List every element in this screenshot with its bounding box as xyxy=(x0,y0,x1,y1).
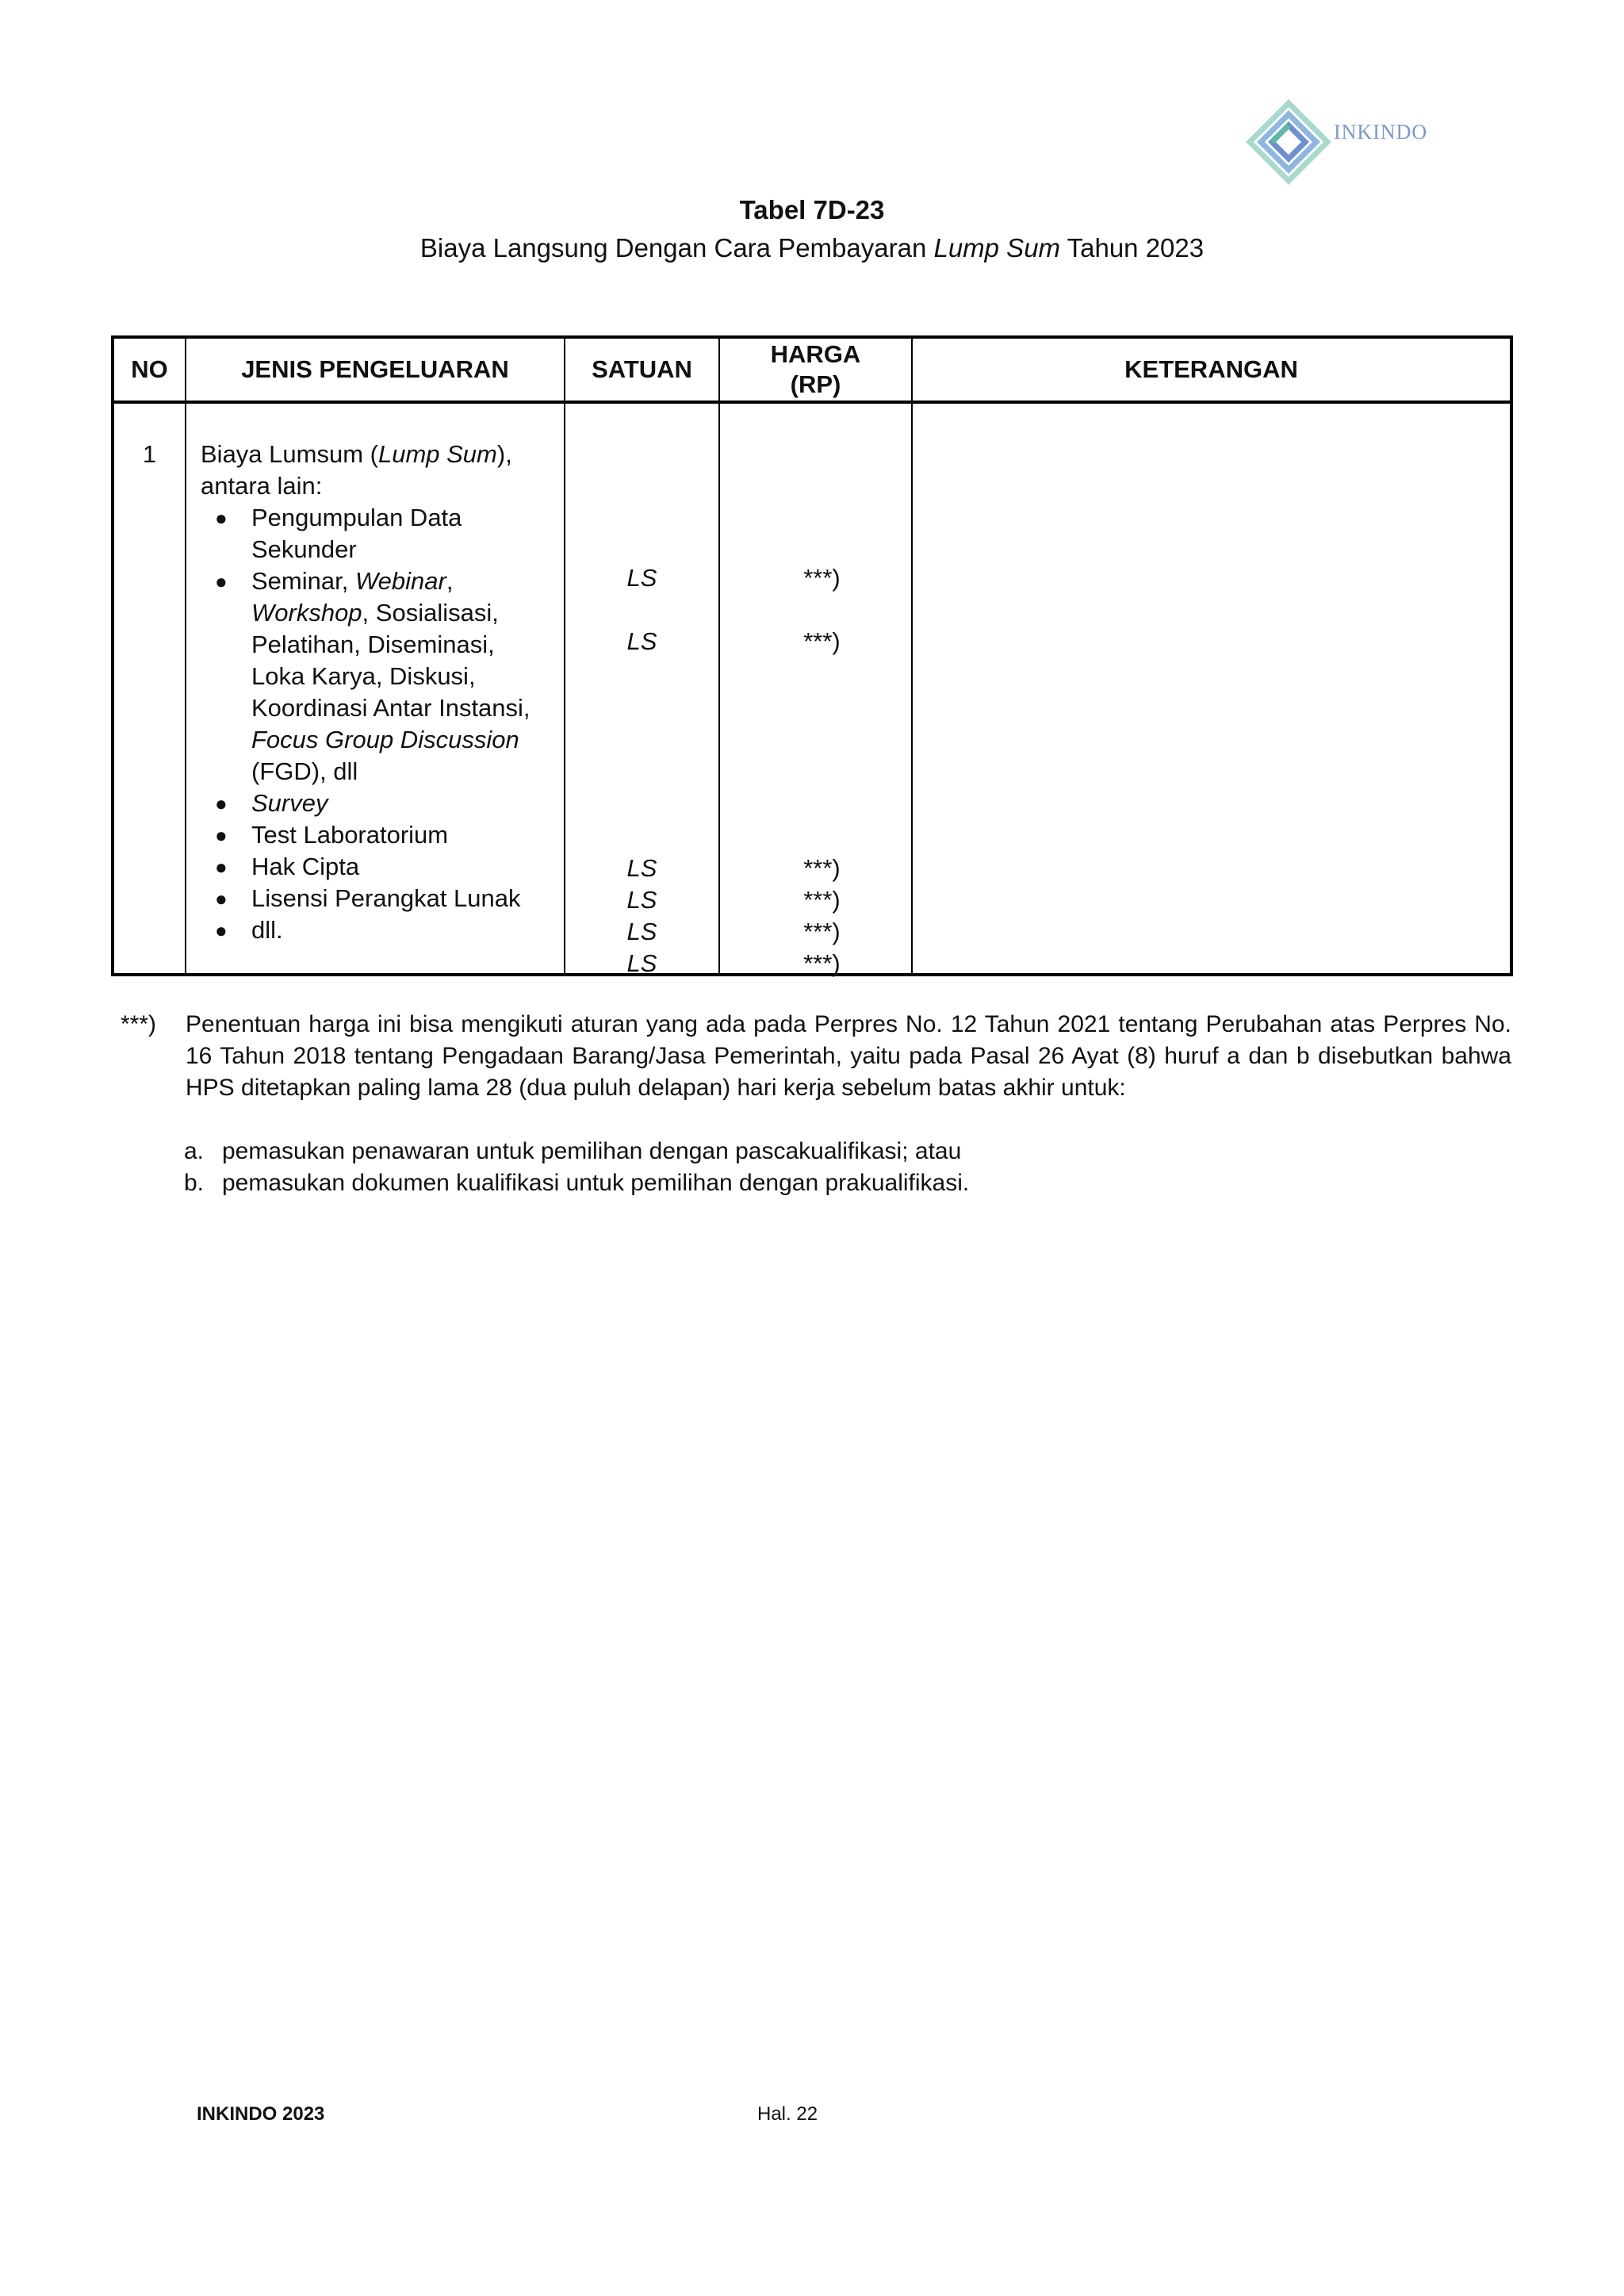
satuan-value: LS xyxy=(626,918,657,945)
item-line: Loka Karya, Diskusi, xyxy=(251,662,476,690)
header-keterangan: KETERANGAN xyxy=(912,337,1511,402)
item-line: Hak Cipta xyxy=(251,853,360,880)
bullet-icon: ● xyxy=(215,887,228,910)
cell-harga xyxy=(719,402,912,975)
satuan-value: LS xyxy=(626,854,657,882)
footnote-list-label: b. xyxy=(184,1170,205,1196)
subtitle-italic: Lump Sum xyxy=(933,233,1061,263)
jenis-intro-line2: antara lain: xyxy=(201,472,323,500)
bullet-icon: ● xyxy=(215,569,228,593)
list-item xyxy=(201,502,564,565)
item-line: (FGD), dll xyxy=(251,757,358,785)
header-harga-line2: (RP) xyxy=(790,370,841,398)
footnote-list-label: a. xyxy=(184,1138,205,1164)
harga-value: ***) xyxy=(803,854,841,882)
item-line: dll. xyxy=(251,916,283,944)
inkindo-logo-icon xyxy=(1245,98,1332,186)
table-header-row xyxy=(113,337,1511,402)
subtitle-part: Tahun 2023 xyxy=(1060,233,1205,263)
row-number: 1 xyxy=(142,440,157,468)
footnote-list-item xyxy=(184,1136,969,1167)
harga-value: ***) xyxy=(803,564,841,592)
list-item xyxy=(201,914,564,946)
bullet-icon: ● xyxy=(215,855,228,879)
footnote-list-item xyxy=(184,1167,969,1199)
footnote-list-text: pemasukan penawaran untuk pemilihan dengan pascakualifikasi; atau xyxy=(222,1138,962,1164)
header-harga-line1: HARGA xyxy=(770,340,861,368)
item-line: Test Laboratorium xyxy=(251,821,449,849)
satuan-value: LS xyxy=(626,564,657,592)
table-row xyxy=(113,402,1511,975)
list-item xyxy=(201,565,564,788)
footnote-list-text: pemasukan dokumen kualifikasi untuk pemilihan dengan prakualifikasi. xyxy=(222,1170,970,1196)
harga-value: ***) xyxy=(803,886,841,914)
intro-italic: Lump Sum xyxy=(377,440,497,468)
item-line: Seminar, Webinar, xyxy=(251,567,454,595)
satuan-value: LS xyxy=(626,886,657,914)
cell-satuan xyxy=(565,402,719,975)
cell-no xyxy=(113,402,186,975)
list-item xyxy=(201,788,564,819)
bullet-icon: ● xyxy=(215,918,228,942)
list-item xyxy=(201,819,564,851)
logo-text: INKINDO xyxy=(1334,121,1428,144)
footer-org: INKINDO 2023 xyxy=(197,2103,325,2125)
header-jenis: JENIS PENGELUARAN xyxy=(186,337,565,402)
item-line: Focus Group Discussion xyxy=(251,726,519,753)
cost-table xyxy=(111,335,1513,976)
list-item xyxy=(201,851,564,883)
footnote-text: Penentuan harga ini bisa mengikuti aturan yang ada pada Perpres No. 12 Tahun 2021 tentang Perubahan atas Perpres No. 16 Tahun 2018 tentang Pengadaan Barang/Jasa Pemerintah, yaitu pada Pasal 26 Ayat (8) huruf a dan b disebutkan bahwa HPS ditetapkan paling lama 28 (dua puluh delapan) hari kerja sebelum batas akhir untuk: xyxy=(186,1011,1511,1101)
table-subtitle xyxy=(0,233,1624,263)
italic-term: Webinar xyxy=(354,567,446,595)
item-line: Sekunder xyxy=(251,535,357,563)
item-line: Survey xyxy=(251,789,328,817)
item-line: Pengumpulan Data xyxy=(251,504,462,531)
intro-part: Biaya Lumsum ( xyxy=(201,440,378,468)
footnote-mark: ***) xyxy=(121,1011,157,1037)
bullet-icon: ● xyxy=(215,792,228,815)
jenis-intro xyxy=(201,439,564,470)
satuan-value: LS xyxy=(626,627,657,655)
intro-part: ), xyxy=(496,440,512,468)
bullet-icon: ● xyxy=(215,506,228,530)
cell-jenis xyxy=(186,402,565,975)
jenis-list xyxy=(201,502,564,946)
table-title: Tabel 7D-23 xyxy=(739,195,885,224)
harga-value: ***) xyxy=(803,627,841,655)
footer-page-number: Hal. 22 xyxy=(757,2103,818,2125)
item-line: Workshop, Sosialisasi, xyxy=(251,599,499,627)
inkindo-logo xyxy=(1245,98,1467,186)
list-item xyxy=(201,883,564,914)
cell-keterangan xyxy=(912,402,1511,975)
satuan-value: LS xyxy=(626,949,657,977)
item-line: Lisensi Perangkat Lunak xyxy=(251,884,521,912)
italic-term: Workshop xyxy=(251,599,362,627)
harga-value: ***) xyxy=(803,949,841,977)
header-satuan: SATUAN xyxy=(565,337,719,402)
footnote xyxy=(121,1009,1511,1104)
item-line: Pelatihan, Diseminasi, xyxy=(251,631,495,658)
subtitle-part: Biaya Langsung Dengan Cara Pembayaran xyxy=(419,233,934,263)
header-no: NO xyxy=(113,337,186,402)
harga-value: ***) xyxy=(803,918,841,945)
header-harga xyxy=(719,337,912,402)
item-line: Koordinasi Antar Instansi, xyxy=(251,694,530,722)
footnote-list xyxy=(184,1136,969,1199)
bullet-icon: ● xyxy=(215,823,228,847)
